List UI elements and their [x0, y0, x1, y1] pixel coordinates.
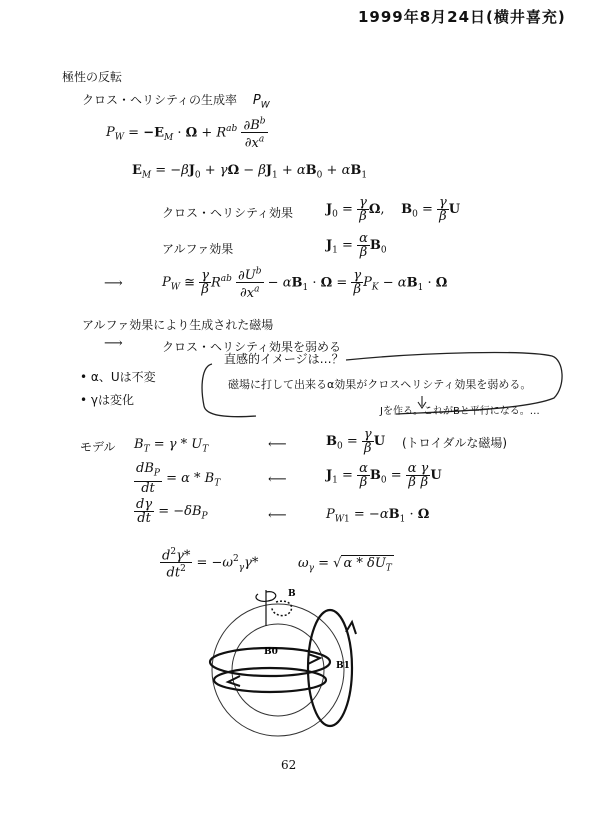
model-label: モデル — [80, 440, 116, 454]
model-row2-arrow: ⟵ — [268, 472, 287, 487]
label-b0: B0 — [264, 647, 278, 657]
bullet-variable: • γは変化 — [80, 393, 135, 407]
model-row3-right: $P_{W1} = -\alpha B_1 \cdot \Omega$ — [326, 507, 430, 525]
weaken-text: クロス・ヘリシティ効果を弱める — [162, 340, 342, 354]
cross-helicity-equation: $J_0$ = $\frac{\gamma}{\beta}$ Ω, $B_0$ = $\frac{\gamma}{\beta}$ U — [326, 195, 461, 224]
equation-em: $E_M = -\beta J_0 + \gamma\Omega - \beta J_1 + \alpha B_0 + \alpha B_1$ — [132, 163, 368, 181]
handwritten-date: 1999年8月24日(横井喜充) — [358, 8, 566, 26]
section-title: 極性の反転 — [62, 70, 123, 84]
model-row1-right: $B_0$ = $\frac{\gamma}{\beta}$ U — [326, 427, 386, 456]
model-row1-arrow: ⟵ — [268, 437, 287, 452]
b0-arrow-left — [228, 676, 240, 686]
bullet-variable-text: γは変化 — [90, 393, 135, 407]
model-row3-left: $\frac{d\gamma}{dt}$ = $-\delta B_P$ — [136, 497, 208, 526]
alpha-effect-label: アルファ効果 — [162, 242, 234, 256]
label-b: B — [288, 589, 296, 599]
alpha-field-text: アルファ効果により生成された磁場 — [82, 318, 274, 332]
b0-arrow-right — [308, 654, 320, 664]
note-line-3: Jを作る。これがBと平行になる。… — [380, 406, 540, 417]
bullet-invariant-text: α、Uは不変 — [90, 370, 156, 384]
model-row2-right: $J_1$ = $\frac{\alpha}{\beta}$ $B_0$ = $\frac{\alpha}{\beta}$ $\frac{\gamma}{\beta}$ U — [326, 461, 442, 490]
model-row2-left: $\frac{dB_P}{dt}$ = α * $B_T$ — [136, 461, 221, 496]
page-number: 62 — [281, 758, 297, 772]
weaken-arrow: ⟶ — [104, 336, 123, 351]
note-line-1: 直感的イメージは…？ — [224, 352, 344, 366]
oscillator-equation: $\frac{d^2\gamma*}{dt^2}$ = $-\omega^2_\gamma\gamma*$ — [162, 547, 259, 581]
equation-pw-approx: $P_W$ ≅ $\frac{\gamma}{\beta}$ $R^{ab}$ $\frac{\partial U^b}{\partial x^a}$ − $\alpha B_1 \cdot \Omega$ = $\frac{\gamma}{\beta}$ $P_K - \alpha B_1 \cdot \Omega$ — [162, 267, 448, 301]
implication-arrow: ⟶ — [104, 276, 123, 291]
model-row1-left: $B_T = \gamma * U_T$ — [134, 437, 209, 455]
label-b1: B1 — [336, 661, 350, 671]
model-row3-arrow: ⟵ — [268, 508, 287, 523]
bullet-invariant: • α、Uは不変 — [80, 370, 156, 384]
field-diagram — [200, 582, 370, 742]
note-line-2: 磁場に打して出来るα効果がクロスヘリシティ効果を弱める。 — [228, 378, 532, 391]
equation-pw: $P_W = -E_M \cdot \Omega + R^{ab}$ $\frac{\partial B^b}{\partial x^a}$ — [106, 117, 266, 151]
omega-equation: $\omega_\gamma$ = √ α * $\delta U_T$ — [298, 556, 392, 574]
section-subtitle-text: クロス・ヘリシティの生成率 — [82, 93, 238, 107]
cross-helicity-label: クロス・ヘリシティ効果 — [162, 206, 294, 220]
section-subtitle — [82, 91, 270, 111]
model-row1-note: (トロイダルな磁場) — [402, 436, 508, 450]
b-loop — [272, 601, 292, 616]
alpha-effect-equation: $J_1$ = $\frac{\alpha}{\beta}$ $B_0$ — [326, 231, 387, 260]
subtitle-symbol: $P_W$ — [252, 93, 270, 111]
